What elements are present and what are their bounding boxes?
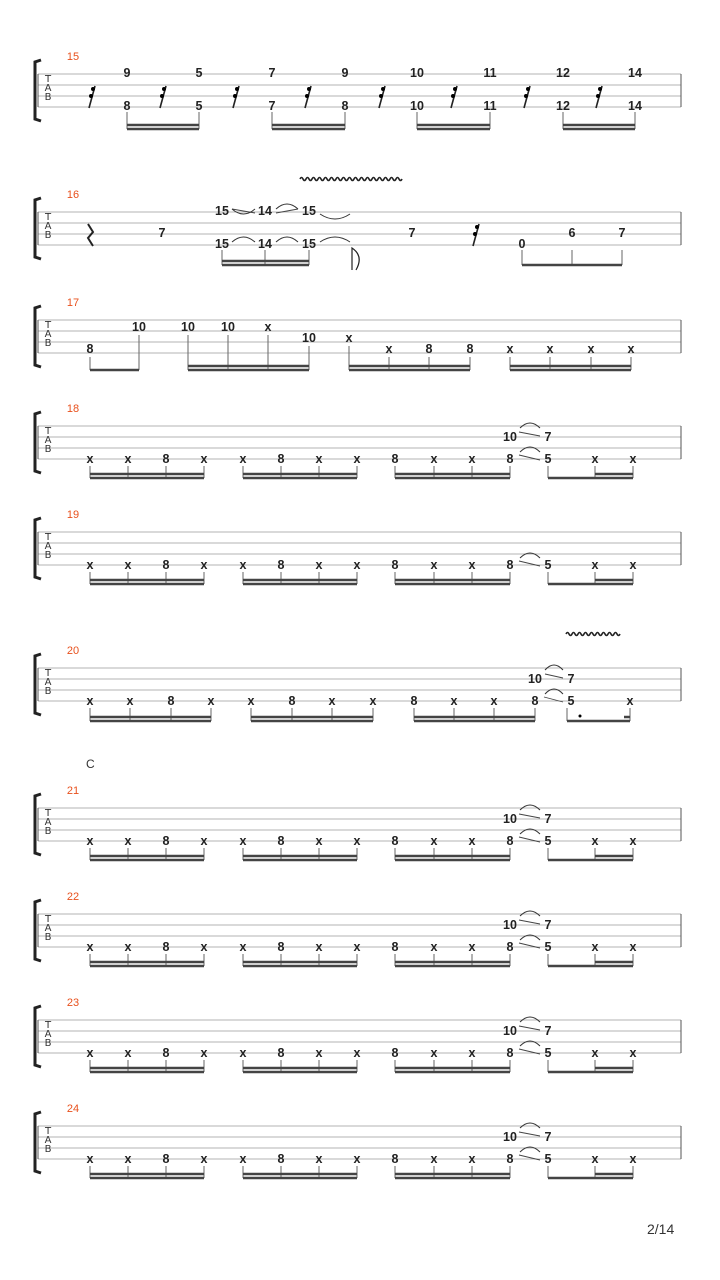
fret-number: 8 (162, 834, 170, 848)
tab-clef-letter: T (44, 320, 52, 331)
fret-number: 10 (410, 99, 424, 113)
tab-system-18 (0, 402, 720, 492)
fret-number: 8 (277, 452, 285, 466)
rest-dot (475, 225, 479, 229)
tie-arc (276, 237, 298, 242)
fret-number: 7 (567, 672, 575, 686)
vibrato-mark (300, 178, 402, 181)
fret-number: x (430, 834, 438, 848)
rest-dot (451, 94, 455, 98)
fret-number: 5 (195, 66, 203, 80)
fret-number: 10 (302, 331, 316, 345)
fret-number: 9 (341, 66, 349, 80)
tab-system-22 (0, 890, 720, 980)
tab-clef-letter: T (44, 532, 52, 543)
tab-clef-letter: T (44, 74, 52, 85)
fret-number: x (124, 940, 132, 954)
tab-system-23 (0, 996, 720, 1086)
fret-number: x (629, 452, 637, 466)
tab-clef-letter: B (44, 1038, 52, 1049)
rest-dot (381, 87, 385, 91)
fret-number: 8 (425, 342, 433, 356)
fret-number: x (369, 694, 377, 708)
fret-number: 8 (391, 834, 399, 848)
rest-dot (160, 94, 164, 98)
tab-system-21 (0, 784, 720, 874)
fret-number: x (430, 558, 438, 572)
fret-number: x (124, 452, 132, 466)
tie-arc (520, 423, 540, 428)
tab-clef-letter: T (44, 426, 52, 437)
rest-dot (233, 94, 237, 98)
rest-dot (598, 87, 602, 91)
fret-number: 7 (408, 226, 416, 240)
fret-number: x (468, 940, 476, 954)
rest-dot (473, 232, 477, 236)
fret-number: 7 (268, 66, 276, 80)
fret-number: 5 (567, 694, 575, 708)
fret-number: x (328, 694, 336, 708)
tab-clef-letter: A (44, 221, 52, 232)
fret-number: x (239, 1046, 247, 1060)
fret-number: 10 (503, 918, 517, 932)
fret-number: 10 (181, 320, 195, 334)
tie-arc (276, 204, 298, 209)
fret-number: x (239, 940, 247, 954)
tie-arc (320, 214, 350, 219)
fret-number: 8 (162, 558, 170, 572)
tab-clef-letter: B (44, 338, 52, 349)
fret-number: 8 (506, 834, 514, 848)
fret-number: x (629, 1046, 637, 1060)
slide-line (545, 674, 563, 678)
rest-dot (596, 94, 600, 98)
fret-number: 8 (391, 1152, 399, 1166)
tab-clef-letter: A (44, 83, 52, 94)
fret-number: x (200, 452, 208, 466)
measure-number: 16 (66, 189, 80, 201)
fret-number: x (315, 1152, 323, 1166)
fret-number: x (353, 834, 361, 848)
fret-number: x (468, 834, 476, 848)
tab-clef-letter: A (44, 329, 52, 340)
tie-arc (320, 237, 350, 242)
fret-number: 8 (506, 452, 514, 466)
dot (579, 715, 582, 718)
fret-number: 7 (544, 430, 552, 444)
fret-number: 8 (277, 1046, 285, 1060)
fret-number: x (200, 1046, 208, 1060)
fret-number: 10 (503, 1130, 517, 1144)
tab-clef-letter: A (44, 1135, 52, 1146)
fret-number: x (587, 342, 595, 356)
tab-clef-letter: A (44, 817, 52, 828)
fret-number: 10 (410, 66, 424, 80)
fret-number: 10 (503, 812, 517, 826)
fret-number: x (200, 940, 208, 954)
rest-dot (305, 94, 309, 98)
fret-number: x (86, 452, 94, 466)
fret-number: 15 (215, 204, 229, 218)
tab-system-19 (0, 508, 720, 598)
measure-number: 23 (66, 997, 80, 1009)
tab-clef-letter: B (44, 444, 52, 455)
fret-number: 14 (258, 204, 272, 218)
fret-number: x (430, 1152, 438, 1166)
fret-number: x (450, 694, 458, 708)
fret-number: 8 (391, 1046, 399, 1060)
fret-number: 8 (162, 940, 170, 954)
fret-number: 8 (277, 1152, 285, 1166)
fret-number: 8 (123, 99, 131, 113)
fret-number: 8 (86, 342, 94, 356)
measure-number: 21 (66, 785, 80, 797)
tab-clef-letter: B (44, 550, 52, 561)
tab-system-15 (0, 50, 720, 145)
fret-number: 7 (544, 812, 552, 826)
fret-number: 8 (167, 694, 175, 708)
fret-number: 8 (288, 694, 296, 708)
fret-number: 5 (544, 1046, 552, 1060)
fret-number: x (591, 558, 599, 572)
tie-arc (520, 805, 540, 810)
rest-dot (453, 87, 457, 91)
fret-number: 15 (302, 204, 316, 218)
fret-number: x (315, 940, 323, 954)
tab-clef-letter: T (44, 1020, 52, 1031)
tab-clef-letter: B (44, 826, 52, 837)
fret-number: 7 (618, 226, 626, 240)
fret-number: 7 (268, 99, 276, 113)
rest-dot (524, 94, 528, 98)
fret-number: x (626, 694, 634, 708)
tab-system-24 (0, 1102, 720, 1192)
fret-number: x (200, 834, 208, 848)
tab-clef-letter: B (44, 92, 52, 103)
tab-clef-letter: T (44, 808, 52, 819)
fret-number: x (345, 331, 353, 345)
rest-dot (379, 94, 383, 98)
fret-number: x (353, 1152, 361, 1166)
measure-number: 19 (66, 509, 80, 521)
fret-number: 8 (162, 1152, 170, 1166)
fret-number: 8 (506, 940, 514, 954)
tab-clef-letter: A (44, 923, 52, 934)
fret-number: x (353, 1046, 361, 1060)
slide-line (519, 814, 540, 818)
fret-number: x (86, 940, 94, 954)
fret-number: 15 (215, 237, 229, 251)
tab-clef-letter: T (44, 212, 52, 223)
tab-clef-letter: T (44, 1126, 52, 1137)
fret-number: x (86, 1046, 94, 1060)
fret-number: x (627, 342, 635, 356)
fret-number: 8 (162, 1046, 170, 1060)
fret-number: 7 (544, 1024, 552, 1038)
tab-clef-letter: T (44, 668, 52, 679)
fret-number: 8 (391, 558, 399, 572)
tab-clef-letter: B (44, 686, 52, 697)
rest-dot (235, 87, 239, 91)
fret-number: 7 (158, 226, 166, 240)
fret-number: 5 (544, 452, 552, 466)
fret-number: x (629, 834, 637, 848)
fret-number: 8 (341, 99, 349, 113)
fret-number: 8 (531, 694, 539, 708)
fret-number: x (315, 834, 323, 848)
fret-number: x (264, 320, 272, 334)
fret-number: 15 (302, 237, 316, 251)
tie-arc (520, 911, 540, 916)
tab-system-16 (0, 170, 720, 280)
fret-number: x (315, 1046, 323, 1060)
fret-number: 8 (277, 940, 285, 954)
fret-number: 5 (544, 940, 552, 954)
tab-system-20 (0, 620, 720, 730)
fret-number: x (124, 558, 132, 572)
tab-system-17 (0, 296, 720, 386)
fret-number: 7 (544, 1130, 552, 1144)
fret-number: 12 (556, 99, 570, 113)
tab-clef-letter: A (44, 677, 52, 688)
fret-number: x (490, 694, 498, 708)
fret-number: x (591, 1046, 599, 1060)
measure-number: 20 (66, 645, 80, 657)
fret-number: x (430, 940, 438, 954)
fret-number: 8 (162, 452, 170, 466)
fret-number: x (591, 940, 599, 954)
fret-number: 7 (544, 918, 552, 932)
tie-arc (520, 1017, 540, 1022)
fret-number: x (200, 558, 208, 572)
fret-number: 8 (391, 940, 399, 954)
fret-number: 10 (503, 1024, 517, 1038)
fret-number: 12 (556, 66, 570, 80)
fret-number: x (124, 1152, 132, 1166)
eighth-note-flag (352, 248, 359, 270)
fret-number: 6 (568, 226, 576, 240)
fret-number: x (430, 452, 438, 466)
fret-number: x (353, 452, 361, 466)
tie-arc (232, 237, 255, 242)
fret-number: 8 (410, 694, 418, 708)
fret-number: x (86, 1152, 94, 1166)
measure-number: 18 (66, 403, 80, 415)
slide-line (519, 1132, 540, 1136)
tab-clef-letter: A (44, 1029, 52, 1040)
fret-number: x (629, 558, 637, 572)
rest-dot (526, 87, 530, 91)
fret-number: 10 (503, 430, 517, 444)
fret-number: 5 (544, 834, 552, 848)
fret-number: x (86, 558, 94, 572)
vibrato-mark (566, 633, 620, 636)
fret-number: x (126, 694, 134, 708)
fret-number: x (591, 1152, 599, 1166)
fret-number: 10 (132, 320, 146, 334)
fret-number: x (629, 940, 637, 954)
tab-clef-letter: A (44, 541, 52, 552)
measure-number: 17 (66, 297, 80, 309)
section-label: C (86, 757, 95, 771)
fret-number: 8 (506, 558, 514, 572)
tab-clef-letter: T (44, 914, 52, 925)
fret-number: 8 (277, 834, 285, 848)
quarter-rest (88, 224, 93, 246)
fret-number: 8 (391, 452, 399, 466)
fret-number: x (86, 694, 94, 708)
tab-clef-letter: A (44, 435, 52, 446)
fret-number: 10 (221, 320, 235, 334)
fret-number: x (430, 1046, 438, 1060)
fret-number: x (239, 1152, 247, 1166)
fret-number: x (315, 452, 323, 466)
page-number: 2/14 (647, 1221, 675, 1237)
fret-number: x (353, 940, 361, 954)
fret-number: 9 (123, 66, 131, 80)
fret-number: x (207, 694, 215, 708)
fret-number: x (468, 452, 476, 466)
measure-number: 22 (66, 891, 80, 903)
fret-number: 5 (544, 1152, 552, 1166)
fret-number: x (353, 558, 361, 572)
fret-number: x (506, 342, 514, 356)
fret-number: 5 (544, 558, 552, 572)
fret-number: 8 (506, 1046, 514, 1060)
fret-number: x (468, 1046, 476, 1060)
fret-number: x (629, 1152, 637, 1166)
measure-number: 15 (66, 51, 80, 63)
rest-dot (307, 87, 311, 91)
slide-line (519, 432, 540, 436)
slide-line (519, 1026, 540, 1030)
fret-number: x (200, 1152, 208, 1166)
tie-arc (545, 665, 563, 670)
fret-number: x (591, 834, 599, 848)
measure-number: 24 (66, 1103, 80, 1115)
fret-number: 14 (628, 99, 642, 113)
fret-number: x (86, 834, 94, 848)
fret-number: x (315, 558, 323, 572)
fret-number: 10 (528, 672, 542, 686)
fret-number: x (239, 452, 247, 466)
fret-number: x (468, 558, 476, 572)
fret-number: 11 (483, 99, 497, 113)
fret-number: 8 (506, 1152, 514, 1166)
tab-clef-letter: B (44, 1144, 52, 1155)
fret-number: 8 (277, 558, 285, 572)
fret-number: 8 (466, 342, 474, 356)
fret-number: x (546, 342, 554, 356)
fret-number: x (124, 834, 132, 848)
fret-number: 5 (195, 99, 203, 113)
fret-number: x (124, 1046, 132, 1060)
tab-clef-letter: B (44, 230, 52, 241)
fret-number: x (239, 558, 247, 572)
tab-clef-letter: B (44, 932, 52, 943)
slide-line (519, 920, 540, 924)
fret-number: x (239, 834, 247, 848)
fret-number: x (385, 342, 393, 356)
fret-number: 14 (628, 66, 642, 80)
tie-arc (520, 1123, 540, 1128)
rest-dot (89, 94, 93, 98)
fret-number: 14 (258, 237, 272, 251)
rest-dot (162, 87, 166, 91)
fret-number: x (591, 452, 599, 466)
fret-number: 0 (518, 237, 526, 251)
fret-number: x (468, 1152, 476, 1166)
fret-number: x (247, 694, 255, 708)
rest-dot (91, 87, 95, 91)
fret-number: 11 (483, 66, 497, 80)
